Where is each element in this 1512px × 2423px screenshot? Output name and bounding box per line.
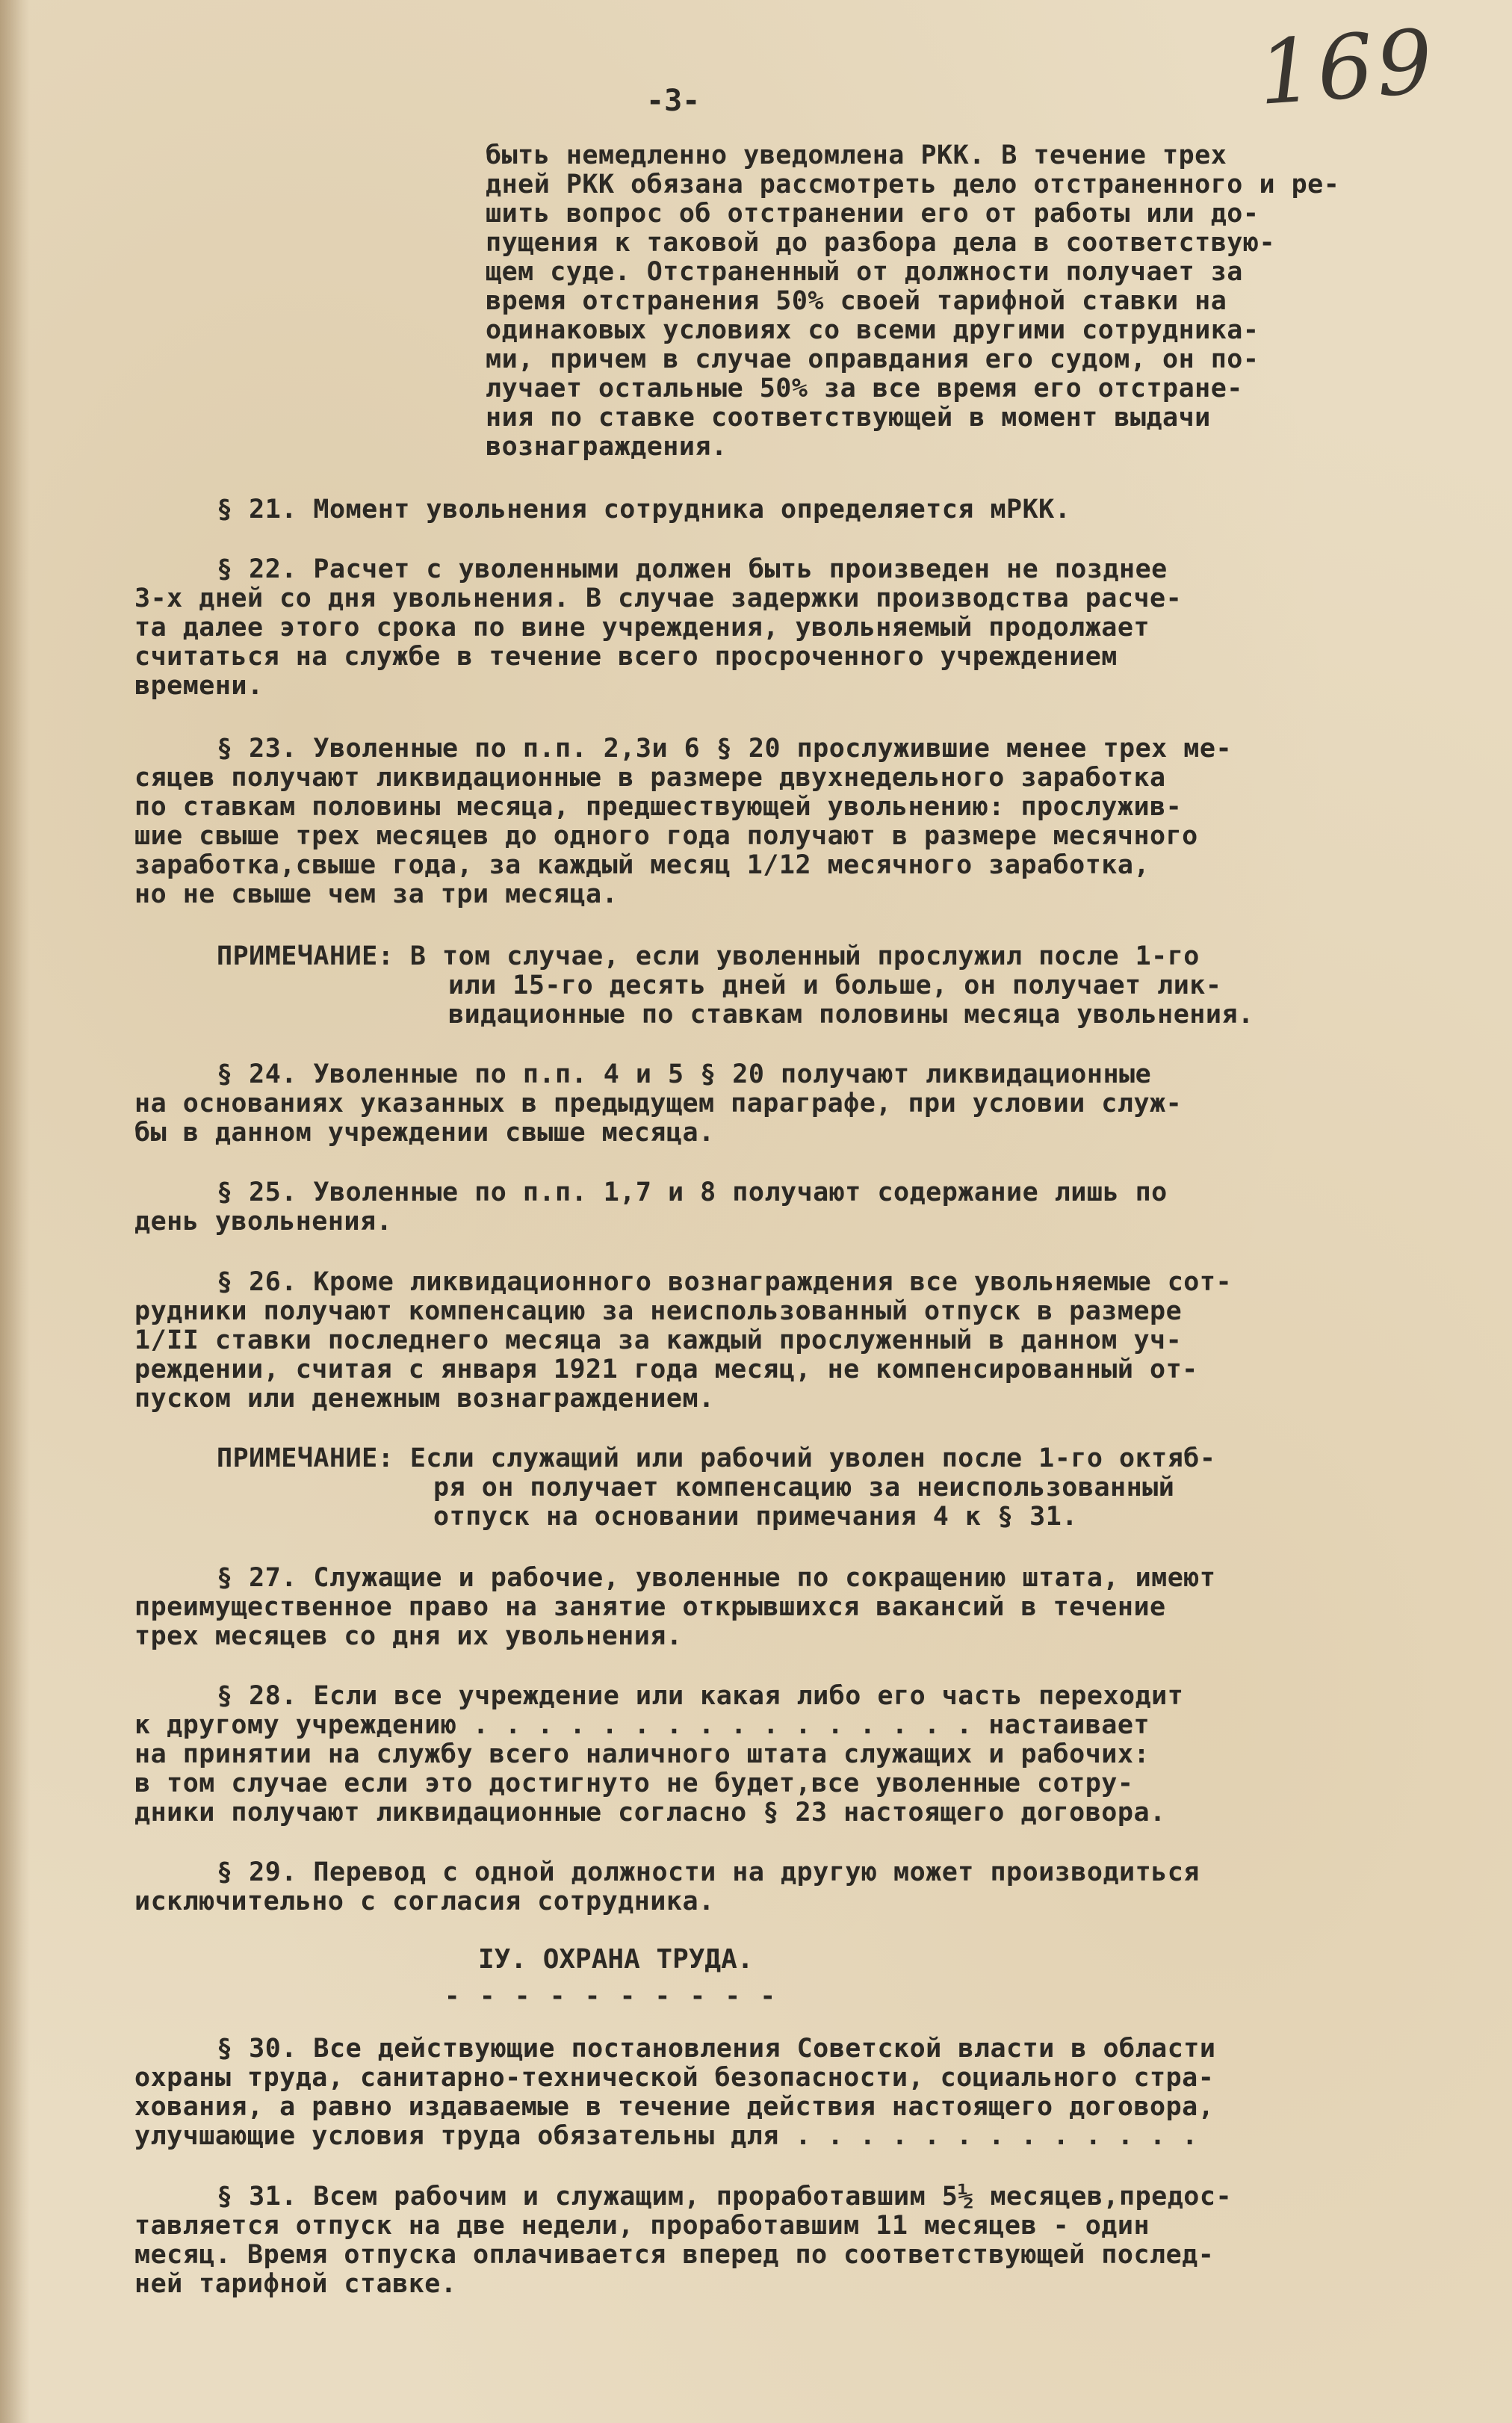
paragraph-28-line: в том случае если это достигнуто не будет,все уволенные сотру- [134,1768,1134,1798]
paragraph-23-line: но не свыше чем за три месяца. [134,879,619,909]
heading-underline: - - - - - - - - - - [444,1981,778,2011]
text-line: вознаграждения. [486,432,728,462]
paragraph-28-line: к другому учреждению . . . . . . . . . . . . . . . . настаивает [134,1710,1150,1740]
paragraph-31-line: ней тарифной ставке. [134,2269,457,2299]
paragraph-30-line: § 30. Все действующие постановления Советской власти в области [217,2034,1216,2064]
text-line: быть немедленно уведомлена РКК. В течение трех [486,140,1227,170]
note-line: ПРИМЕЧАНИЕ: В том случае, если уволенный прослужил после 1-го [217,941,1200,971]
text-line: время отстранения 50% своей тарифной ставки на [486,286,1227,316]
section-heading: IУ. ОХРАНА ТРУДА. [478,1944,754,1975]
text-line: одинаковых условиях со всеми другими сотрудника- [486,315,1260,345]
paragraph-30-line: улучшающие условия труда обязательны для . . . . . . . . . . . . . [134,2121,1198,2151]
folio-number-handwritten: 169 [1254,9,1440,125]
paragraph-24-line: на основаниях указанных в предыдущем параграфе, при условии служ- [134,1089,1183,1118]
text-line: щем суде. Отстраненный от должности получает за [486,257,1243,287]
paragraph-23-line: заработка,свыше года, за каждый месяц 1/12 месячного заработка, [134,850,1150,880]
paragraph-28-line: дники получают ликвидационные согласно § 23 настоящего договора. [134,1798,1166,1828]
note-line: ря он получает компенсацию за неиспользованный [433,1473,1175,1503]
paragraph-27-line: преимущественное право на занятие открывшихся вакансий в течение [134,1592,1166,1622]
paragraph-24-line: бы в данном учреждении свыше месяца. [134,1118,715,1148]
paragraph-27-line: трех месяцев со дня их увольнения. [134,1621,683,1651]
note-line: видационные по ставкам половины месяца увольнения. [448,1000,1254,1030]
paragraph-21-line: § 21. Момент увольнения сотрудника определяется мРКК. [217,495,1071,524]
paragraph-27-line: § 27. Служащие и рабочие, уволенные по сокращению штата, имеют [217,1563,1216,1593]
paragraph-26-line: 1/II ставки последнего месяца за каждый прослуженный в данном уч- [134,1325,1183,1355]
paragraph-25-line: § 25. Уволенные по п.п. 1,7 и 8 получают содержание лишь по [217,1178,1168,1207]
paragraph-22-line: 3-х дней со дня увольнения. В случае задержки производства расче- [134,584,1183,613]
paragraph-22-line: считаться на службе в течение всего просроченного учреждением [134,642,1118,672]
paragraph-23-line: § 23. Уволенные по п.п. 2,3и 6 § 20 прослужившие менее трех ме- [217,734,1233,764]
paragraph-22-line: та далее этого срока по вине учреждения, увольняемый продолжает [134,613,1150,643]
paragraph-31-line: тавляется отпуск на две недели, проработавшим 11 месяцев - один [134,2211,1150,2241]
text-line: дней РКК обязана рассмотреть дело отстраненного и ре- [486,170,1340,199]
paragraph-26-line: рудники получают компенсацию за неиспользованный отпуск в размере [134,1296,1183,1326]
paragraph-23-line: шие свыше трех месяцев до одного года получают в размере месячного [134,821,1198,851]
paragraph-29-line: § 29. Перевод с одной должности на другую может производиться [217,1857,1200,1887]
paragraph-24-line: § 24. Уволенные по п.п. 4 и 5 § 20 получают ликвидационные [217,1059,1152,1089]
paragraph-31-line: § 31. Всем рабочим и служащим, проработавшим 5½ месяцев,предос- [217,2182,1233,2212]
note-line: ПРИМЕЧАНИЕ: Если служащий или рабочий уволен после 1-го октяб- [217,1443,1216,1473]
text-line: ния по ставке соответствующей в момент выдачи [486,403,1211,433]
paragraph-26-line: § 26. Кроме ликвидационного вознаграждения все увольняемые сот- [217,1267,1233,1297]
paragraph-29-line: исключительно с согласия сотрудника. [134,1887,715,1916]
paragraph-22-line: § 22. Расчет с уволенными должен быть произведен не позднее [217,554,1168,584]
note-line: или 15-го десять дней и больше, он получает лик- [448,971,1222,1000]
paragraph-26-line: пуском или денежным вознаграждением. [134,1384,715,1414]
paragraph-31-line: месяц. Время отпуска оплачивается вперед по соответствующей послед- [134,2240,1215,2270]
paragraph-23-line: сяцев получают ликвидационные в размере двухнедельного заработка [134,763,1166,793]
paragraph-30-line: охраны труда, санитарно-технической безопасности, социального стра- [134,2063,1215,2093]
paragraph-28-line: § 28. Если все учреждение или какая либо его часть переходит [217,1681,1184,1711]
paragraph-30-line: хования, а равно издаваемые в течение действия настоящего договора, [134,2092,1215,2122]
text-line: пущения к таковой до разбора дела в соответствую- [486,228,1276,258]
page-number: -3- [646,84,701,118]
text-line: ми, причем в случае оправдания его судом, он по- [486,344,1260,374]
note-line: отпуск на основании примечания 4 к § 31. [433,1502,1078,1532]
paragraph-22-line: времени. [134,671,264,701]
paragraph-23-line: по ставкам половины месяца, предшествующей увольнению: прослужив- [134,792,1183,822]
text-line: шить вопрос об отстранении его от работы или до- [486,199,1260,229]
paragraph-26-line: реждении, считая с января 1921 года месяц, не компенсированный от- [134,1355,1198,1384]
page-binding-shadow [0,0,30,2423]
paragraph-25-line: день увольнения. [134,1207,393,1237]
text-line: лучает остальные 50% за все время его отстране- [486,374,1243,403]
paragraph-28-line: на принятии на службу всего наличного штата служащих и рабочих: [134,1739,1150,1769]
